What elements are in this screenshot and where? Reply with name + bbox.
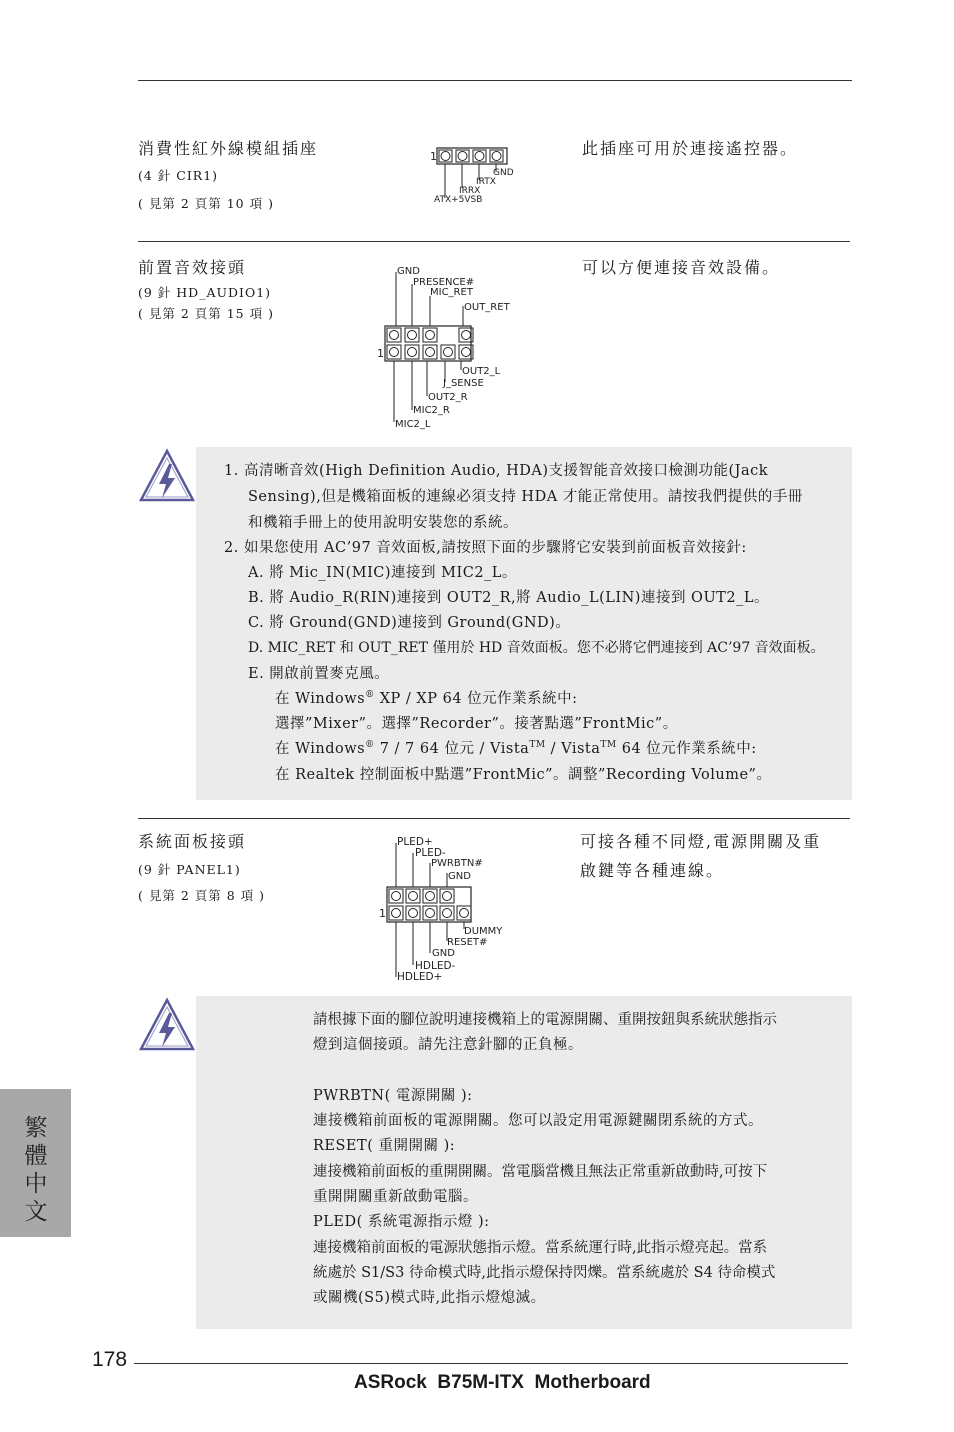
- panel-pin1-marker: 1: [379, 907, 386, 920]
- panel-pin-count: (9 針 PANEL1): [138, 862, 241, 877]
- audio-label-presence: PRESENCE#: [413, 277, 475, 288]
- windows-7-text-c: / Vista: [545, 741, 601, 757]
- audio-page-ref: ( 見第 2 頁第 15 項 ): [138, 306, 274, 321]
- windows-7-text-b: 7 / 7 64 位元 / Vista: [374, 741, 530, 757]
- panel-label-pwrbtn: PWRBTN#: [431, 858, 483, 869]
- panel-label-gnd-bottom: GND: [432, 948, 455, 959]
- audio-label-mic-ret: MIC_RET: [430, 287, 473, 298]
- panel-note-line-2: 燈到這個接頭。請先注意針腳的正負極。: [313, 1037, 583, 1053]
- cir-pin-count: (4 針 CIR1): [138, 168, 219, 183]
- panel-note-pwrbtn-title: PWRBTN( 電源開關 ):: [313, 1088, 473, 1104]
- audio-note-line-4: 2. 如果您使用 AC’97 音效面板,請按照下面的步驟將它安裝到前面板音效接針:: [224, 540, 747, 556]
- cir-label-irrx: IRRX: [459, 186, 481, 196]
- page-number: 178: [92, 1348, 128, 1371]
- cir-label-gnd: GND: [493, 168, 514, 178]
- audio-label-out-ret: OUT_RET: [464, 302, 510, 313]
- audio-description: 可以方便連接音效設備。: [582, 258, 781, 277]
- audio-label-out2-l: OUT2_L: [462, 366, 501, 377]
- warning-icon: [138, 997, 196, 1053]
- audio-note-step-b: B. 將 Audio_R(RIN)連接到 OUT2_R,將 Audio_L(LIN)連接到 OUT2_L。: [248, 590, 769, 606]
- audio-note-step-d: D. MIC_RET 和 OUT_RET 僅用於 HD 音效面板。您不必將它們連接到 AC’97 音效面板。: [248, 640, 825, 656]
- panel-header-diagram: [375, 833, 525, 983]
- rule-panel: [138, 818, 850, 819]
- audio-note-line-1: 1. 高清晰音效(High Definition Audio, HDA)支援智能音效接口檢測功能(Jack: [224, 463, 769, 479]
- panel-label-pled-minus: PLED-: [415, 847, 446, 859]
- registered-mark: ®: [365, 690, 375, 701]
- panel-note-pled-desc-2: 統處於 S1/S3 待命模式時,此指示燈保持閃爍。當系統處於 S4 待命模式: [313, 1265, 776, 1281]
- audio-note-xp-steps: 選擇”Mixer”。選擇”Recorder”。接著點選”FrontMic”。: [275, 716, 678, 732]
- top-rule: [138, 80, 852, 81]
- trademark-mark: TM: [600, 740, 617, 751]
- footer-title: ASRock B75M-ITX Motherboard: [354, 1372, 651, 1393]
- cir-header-diagram: [425, 140, 535, 210]
- audio-pin-count: (9 針 HD_AUDIO1): [138, 285, 272, 300]
- windows-7-text-d: 64 位元作業系統中:: [616, 741, 757, 757]
- audio-note-step-e: E. 開啟前置麥克風。: [248, 666, 390, 682]
- registered-mark: ®: [365, 740, 375, 751]
- panel-note-reset-title: RESET( 重開開關 ):: [313, 1138, 456, 1154]
- panel-note-pwrbtn-desc: 連接機箱前面板的電源開關。您可以設定用電源鍵關閉系統的方式。: [313, 1113, 763, 1129]
- cir-label-irtx: IRTX: [476, 177, 496, 187]
- footer-rule: [134, 1363, 848, 1364]
- language-side-tab: [0, 1089, 71, 1237]
- audio-note-line-2: Sensing),但是機箱面板的連線必須支持 HDA 才能正常使用。請按我們提供的手冊: [248, 489, 803, 505]
- audio-label-out2-r: OUT2_R: [428, 392, 468, 403]
- panel-description-line-1: 可接各種不同燈,電源開關及重: [580, 832, 822, 851]
- side-tab-char-3: 中: [24, 1171, 48, 1197]
- audio-header-diagram: [375, 262, 525, 434]
- windows-7-text-a: 在 Windows: [275, 741, 366, 757]
- panel-note-reset-desc-2: 重開開關重新啟動電腦。: [313, 1189, 478, 1205]
- cir-pin1-marker: 1: [430, 150, 437, 163]
- panel-description-line-2: 啟鍵等各種連線。: [580, 861, 725, 880]
- cir-description: 此插座可用於連接遙控器。: [582, 139, 799, 158]
- panel-page-ref: ( 見第 2 頁第 8 項 ): [138, 888, 265, 903]
- audio-note-step-a: A. 將 Mic_IN(MIC)連接到 MIC2_L。: [248, 565, 517, 581]
- panel-label-hdled-minus: HDLED-: [415, 960, 456, 972]
- audio-pin1-marker: 1: [377, 347, 384, 360]
- audio-label-mic2-r: MIC2_R: [413, 405, 450, 416]
- warning-icon: [138, 448, 196, 504]
- windows-xp-text-a: 在 Windows: [275, 691, 366, 707]
- panel-note-reset-desc-1: 連接機箱前面板的重開開關。當電腦當機且無法正常重新啟動時,可按下: [313, 1164, 768, 1180]
- panel-label-gnd-top: GND: [448, 871, 471, 882]
- cir-title: 消費性紅外線模組插座: [138, 139, 319, 158]
- panel-note-pled-desc-3: 或關機(S5)模式時,此指示燈熄滅。: [313, 1290, 546, 1306]
- audio-label-mic2-l: MIC2_L: [395, 419, 431, 430]
- panel-label-pled-plus: PLED+: [397, 836, 433, 848]
- trademark-mark: TM: [529, 740, 546, 751]
- panel-note-pled-desc-1: 連接機箱前面板的電源狀態指示燈。當系統運行時,此指示燈亮起。當系: [313, 1240, 768, 1256]
- panel-note-pled-title: PLED( 系統電源指示燈 ):: [313, 1214, 490, 1230]
- cir-label-atx5vsb: ATX+5VSB: [434, 195, 483, 205]
- side-tab-char-1: 繁: [24, 1115, 48, 1141]
- cir-page-ref: ( 見第 2 頁第 10 項 ): [138, 196, 274, 211]
- panel-title: 系統面板接頭: [138, 832, 247, 851]
- audio-note-windows-xp: [275, 687, 578, 708]
- panel-label-dummy: DUMMY: [464, 926, 503, 937]
- panel-label-reset: RESET#: [447, 937, 488, 948]
- audio-note-windows-7: [275, 737, 757, 758]
- panel-label-hdled-plus: HDLED+: [397, 971, 443, 983]
- audio-label-j-sense: J_SENSE: [443, 378, 484, 389]
- audio-note-line-3: 和機箱手冊上的使用說明安裝您的系統。: [248, 515, 518, 531]
- side-tab-char-4: 文: [24, 1199, 48, 1225]
- side-tab-char-2: 體: [24, 1143, 48, 1169]
- windows-xp-text-b: XP / XP 64 位元作業系統中:: [374, 691, 578, 707]
- audio-title: 前置音效接頭: [138, 258, 247, 277]
- audio-note-step-c: C. 將 Ground(GND)連接到 Ground(GND)。: [248, 615, 571, 631]
- panel-note-line-1: 請根據下面的腳位說明連接機箱上的電源開關、重開按鈕與系統狀態指示: [313, 1012, 777, 1028]
- rule-audio: [138, 241, 850, 242]
- audio-label-gnd: GND: [397, 266, 420, 277]
- audio-note-w7-steps: 在 Realtek 控制面板中點選”FrontMic”。調整”Recording Volume”。: [275, 767, 772, 783]
